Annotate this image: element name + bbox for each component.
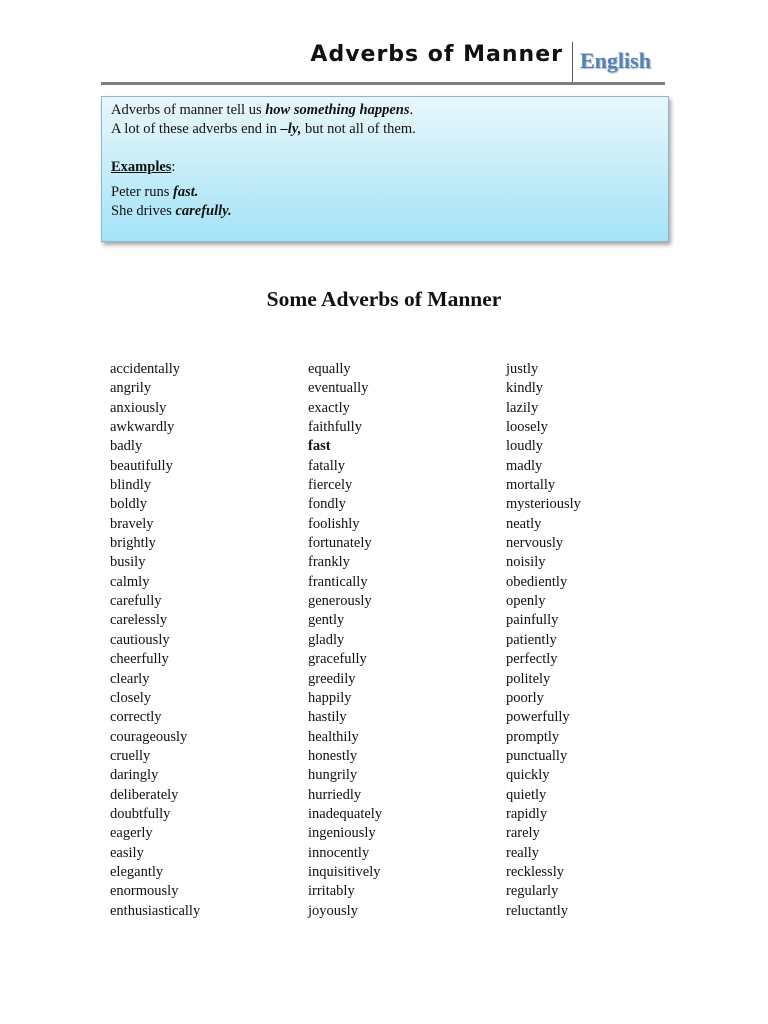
word-list-item: eventually (308, 380, 369, 397)
word-list-item: closely (110, 689, 152, 706)
word-column-2 (308, 360, 382, 921)
word-list-item: fast (308, 438, 331, 455)
word-list-item: honestly (308, 747, 358, 764)
word-list-item: patiently (506, 631, 557, 648)
word-list-item: anxiously (110, 399, 167, 416)
word-list-item: powerfully (506, 709, 570, 726)
word-list-item: hungrily (308, 767, 358, 784)
word-list-item: really (506, 844, 540, 861)
word-list-item: gently (308, 612, 345, 629)
examples-colon: : (171, 159, 176, 175)
word-list-item: mysteriously (506, 496, 581, 513)
word-list-item: painfully (506, 612, 559, 629)
word-list-item: obediently (506, 573, 568, 590)
word-list-item: perfectly (506, 651, 558, 668)
word-list-item: promptly (506, 728, 560, 745)
word-list-item: quickly (506, 767, 550, 784)
examples-heading (111, 158, 659, 177)
intro-line-2 (111, 120, 659, 139)
word-list-item: carefully (110, 593, 162, 610)
word-column-1 (110, 360, 200, 921)
word-list-item: politely (506, 670, 551, 687)
word-list-item: loudly (506, 438, 544, 455)
word-list-item: punctually (506, 747, 568, 764)
word-list-item: joyously (308, 902, 358, 919)
word-list-item: healthily (308, 728, 359, 745)
example-2-emphasis: carefully. (175, 203, 232, 219)
intro-line-2-text: A lot of these adverbs end in (111, 121, 281, 137)
intro-line-1 (111, 101, 659, 120)
word-list-item: busily (110, 554, 146, 571)
word-list-item: equally (308, 361, 351, 377)
word-list-item: noisily (506, 554, 546, 571)
word-list-item: blindly (110, 477, 152, 494)
word-list-item: cheerfully (110, 651, 169, 668)
intro-line-2-emphasis: –ly, (280, 121, 302, 137)
word-list-item: easily (110, 844, 144, 861)
example-2-text: She drives (111, 203, 176, 219)
examples-label: Examples (111, 159, 172, 175)
word-list-item: neatly (506, 515, 542, 532)
word-list-item: foolishly (308, 515, 360, 532)
word-list-item: fondly (308, 496, 346, 513)
word-list-item: fortunately (308, 535, 372, 552)
word-list-item: gladly (308, 631, 345, 648)
word-list-item: angrily (110, 380, 152, 397)
intro-box (101, 96, 669, 242)
word-list-item: hastily (308, 709, 347, 726)
section-title: Some Adverbs of Manner (266, 287, 502, 311)
word-list-item: gracefully (308, 651, 367, 668)
word-list-item: clearly (110, 670, 150, 687)
page-header (101, 40, 665, 85)
word-list-item: openly (506, 593, 546, 610)
intro-line-1-text: Adverbs of manner tell us (111, 102, 266, 118)
word-list-item: brightly (110, 535, 156, 552)
word-list-item: irritably (308, 883, 355, 900)
intro-line-2-end: but not all of them. (301, 121, 416, 137)
word-list-item: regularly (506, 883, 559, 900)
word-list-item: calmly (110, 573, 150, 590)
word-list-item: exactly (308, 399, 350, 416)
word-list-item: cautiously (110, 631, 170, 648)
word-list-item: daringly (110, 767, 159, 784)
intro-line-1-emphasis: how something happens (265, 102, 410, 118)
word-list-item: fatally (308, 457, 346, 474)
word-list-item: awkwardly (110, 419, 175, 436)
word-list-item: reluctantly (506, 902, 569, 919)
example-2 (111, 202, 659, 221)
word-list-item: faithfully (308, 419, 362, 436)
word-list-item: mortally (506, 477, 556, 494)
word-list-item: kindly (506, 380, 544, 397)
word-list-item: courageously (110, 728, 188, 745)
word-list-item: fiercely (308, 477, 353, 494)
word-list-item: inquisitively (308, 863, 381, 880)
word-list-item: rarely (506, 825, 540, 842)
word-list-item: enthusiastically (110, 902, 201, 919)
word-list-item: badly (110, 438, 143, 455)
word-list-item: lazily (506, 399, 539, 416)
word-list-item: nervously (506, 535, 564, 552)
word-list-item: generously (308, 593, 372, 610)
word-list-item: deliberately (110, 786, 179, 803)
word-list-item: enormously (110, 883, 179, 900)
word-list-item: quietly (506, 786, 547, 803)
word-list-item: accidentally (110, 361, 181, 377)
word-list-item: inadequately (308, 805, 383, 822)
word-list-item: happily (308, 689, 352, 706)
intro-line-1-end: . (409, 102, 414, 118)
word-list-item: doubtfully (110, 805, 171, 822)
example-1 (111, 183, 659, 202)
word-list-item: poorly (506, 689, 544, 706)
word-column-3 (506, 360, 581, 921)
header-divider (572, 42, 573, 82)
word-list-item: carelessly (110, 612, 168, 629)
word-list-item: cruelly (110, 747, 151, 764)
word-list-item: frankly (308, 554, 350, 571)
word-list-item: recklessly (506, 863, 564, 880)
word-list-item: correctly (110, 709, 162, 726)
word-list-item: elegantly (110, 863, 164, 880)
example-1-emphasis: fast. (173, 184, 199, 200)
example-1-text: Peter runs (111, 184, 174, 200)
word-list-item: eagerly (110, 825, 153, 842)
word-list-item: beautifully (110, 457, 173, 474)
word-list-item: frantically (308, 573, 368, 590)
word-list-item: hurriedly (308, 786, 362, 803)
word-list-item: madly (506, 457, 543, 474)
word-list-item: greedily (308, 670, 356, 687)
subject-label: English (580, 48, 651, 73)
word-list-item: justly (506, 361, 539, 377)
page-title: Adverbs of Manner (310, 42, 563, 67)
word-list-item: boldly (110, 496, 148, 513)
word-list-item: innocently (308, 844, 370, 861)
word-list-item: loosely (506, 419, 548, 436)
word-list-item: bravely (110, 515, 154, 532)
word-list-item: ingeniously (308, 825, 376, 842)
word-list-item: rapidly (506, 805, 548, 822)
